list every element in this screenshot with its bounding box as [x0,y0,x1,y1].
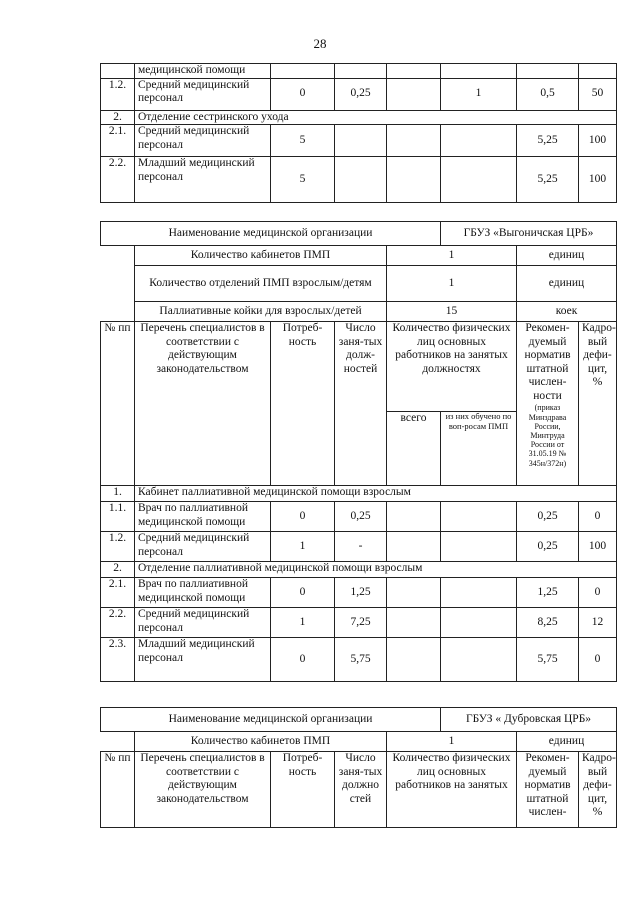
header-deficit: Кадро-вый дефи-цит, % [579,752,617,828]
specialist-name: Врач по паллиативной медицинской помощи [135,502,271,532]
specialist-name: Средний медицинский персонал [135,532,271,562]
info-value: 1 [387,732,517,752]
header-staff: Количество физических лиц основных работников на занятых должностях [387,322,517,412]
header-staff: Количество физических лиц основных работников на занятых [387,752,517,828]
page-number: 28 [313,36,327,51]
staff-trained-cell [441,64,517,79]
row-number: 2. [101,110,135,125]
table-row [101,502,617,532]
need-cell: 0 [271,578,335,608]
org-header-row [101,708,617,732]
specialist-name: Младший медицинский персонал [135,638,271,682]
section-title: Кабинет паллиативной медицинской помощи взрослым [135,486,617,502]
info-label: Количество отделений ПМП взрослым/детям [135,266,387,302]
need-cell: 0 [271,638,335,682]
norm-cell: 0,25 [517,502,579,532]
specialist-name: Средний медицинский персонал [135,78,271,110]
info-label: Количество кабинетов ПМП [135,732,387,752]
header-rate: Число заня-тых должно стей [335,752,387,828]
norm-cell: 0,5 [517,78,579,110]
info-unit: единиц [517,246,617,266]
rate-cell [335,125,387,157]
staff-trained-cell [441,608,517,638]
header-specialists: Перечень специалистов в соответствии с действующим законодательством [135,752,271,828]
column-header-row [101,322,617,412]
org-label: Наименование медицинской организации [101,222,441,246]
staffing-table-dubrovka [100,707,617,828]
table-row [101,638,617,682]
staff-trained-cell [441,638,517,682]
header-staff-total: всего [387,412,441,486]
staff-total-cell [387,125,441,157]
header-staff-trained: из них обучено по воп-росам ПМП [441,412,517,486]
need-cell: 0 [271,502,335,532]
staff-trained-cell: 1 [441,78,517,110]
header-num: № пп [101,322,135,486]
need-cell: 1 [271,532,335,562]
deficit-cell: 100 [579,532,617,562]
rate-cell: 0,25 [335,502,387,532]
section-row [101,110,617,125]
rate-cell: 5,75 [335,638,387,682]
info-row [101,732,617,752]
table-row [101,64,617,79]
norm-cell: 5,75 [517,638,579,682]
table-row [101,608,617,638]
info-label: Количество кабинетов ПМП [135,246,387,266]
table-row [101,578,617,608]
info-value: 1 [387,246,517,266]
specialist-name: Врач по паллиативной медицинской помощи [135,578,271,608]
table-row [101,125,617,157]
staff-total-cell [387,578,441,608]
table-row [101,532,617,562]
staff-trained-cell [441,578,517,608]
row-number: 2.3. [101,638,135,682]
deficit-cell: 0 [579,578,617,608]
table-row [101,157,617,203]
staff-total-cell [387,608,441,638]
section-row [101,486,617,502]
staff-total-cell [387,638,441,682]
row-number: 1.2. [101,532,135,562]
staffing-table-vygonichi [100,221,617,682]
header-norm-text: Рекомен-дуемый норматив штатной числен-ности [524,322,571,402]
staff-total-cell [387,64,441,79]
header-need: Потреб-ность [271,752,335,828]
header-norm-note: (приказ Минздрава России, Минтруда России от 31.05.19 № 345н/372н) [528,403,567,468]
org-label: Наименование медицинской организации [101,708,441,732]
row-number: 1. [101,486,135,502]
header-need: Потреб-ность [271,322,335,486]
staff-trained-cell [441,502,517,532]
deficit-cell: 0 [579,502,617,532]
need-cell: 5 [271,125,335,157]
specialist-name: медицинской помощи [135,64,271,79]
header-rate: Число заня-тых долж-ностей [335,322,387,486]
need-cell: 0 [271,78,335,110]
header-specialists: Перечень специалистов в соответствии с действующим законодательством [135,322,271,486]
row-number: 2.2. [101,608,135,638]
rate-cell: 7,25 [335,608,387,638]
row-number: 2.2. [101,157,135,203]
info-unit: коек [517,302,617,322]
info-row [101,302,617,322]
norm-cell: 5,25 [517,157,579,203]
header-norm: Рекомен-дуемый норматив штатной числен- [517,752,579,828]
specialist-name: Средний медицинский персонал [135,125,271,157]
info-row [101,266,617,302]
specialist-name: Младший медицинский персонал [135,157,271,203]
info-label: Паллиативные койки для взрослых/детей [135,302,387,322]
norm-cell: 8,25 [517,608,579,638]
need-cell: 1 [271,608,335,638]
info-value: 1 [387,266,517,302]
info-value: 15 [387,302,517,322]
rate-cell: - [335,532,387,562]
org-header-row [101,222,617,246]
need-cell: 5 [271,157,335,203]
row-number: 2. [101,562,135,578]
staff-total-cell [387,78,441,110]
org-name: ГБУЗ « Дубровская ЦРБ» [441,708,617,732]
header-num: № пп [101,752,135,828]
need-cell [271,64,335,79]
info-unit: единиц [517,266,617,302]
staff-total-cell [387,157,441,203]
row-number: 1.1. [101,502,135,532]
info-row [101,246,617,266]
section-title: Отделение паллиативной медицинской помощи взрослым [135,562,617,578]
deficit-cell [579,64,617,79]
row-number [101,64,135,79]
staff-trained-cell [441,125,517,157]
staff-total-cell [387,532,441,562]
norm-cell: 5,25 [517,125,579,157]
norm-cell [517,64,579,79]
staff-total-cell [387,502,441,532]
rate-cell: 1,25 [335,578,387,608]
deficit-cell: 100 [579,125,617,157]
section-title: Отделение сестринского ухода [135,110,617,125]
staff-trained-cell [441,532,517,562]
deficit-cell: 50 [579,78,617,110]
rate-cell [335,64,387,79]
org-name: ГБУЗ «Выгоничская ЦРБ» [441,222,617,246]
row-number: 2.1. [101,578,135,608]
header-norm [517,322,579,486]
norm-cell: 1,25 [517,578,579,608]
row-number: 2.1. [101,125,135,157]
table-row [101,78,617,110]
row-number: 1.2. [101,78,135,110]
rate-cell: 0,25 [335,78,387,110]
rate-cell [335,157,387,203]
deficit-cell: 0 [579,638,617,682]
column-header-row [101,752,617,828]
staffing-table-continued [100,63,617,203]
staff-trained-cell [441,157,517,203]
norm-cell: 0,25 [517,532,579,562]
deficit-cell: 100 [579,157,617,203]
specialist-name: Средний медицинский персонал [135,608,271,638]
deficit-cell: 12 [579,608,617,638]
info-unit: единиц [517,732,617,752]
header-deficit: Кадро-вый дефи-цит, % [579,322,617,486]
section-row [101,562,617,578]
